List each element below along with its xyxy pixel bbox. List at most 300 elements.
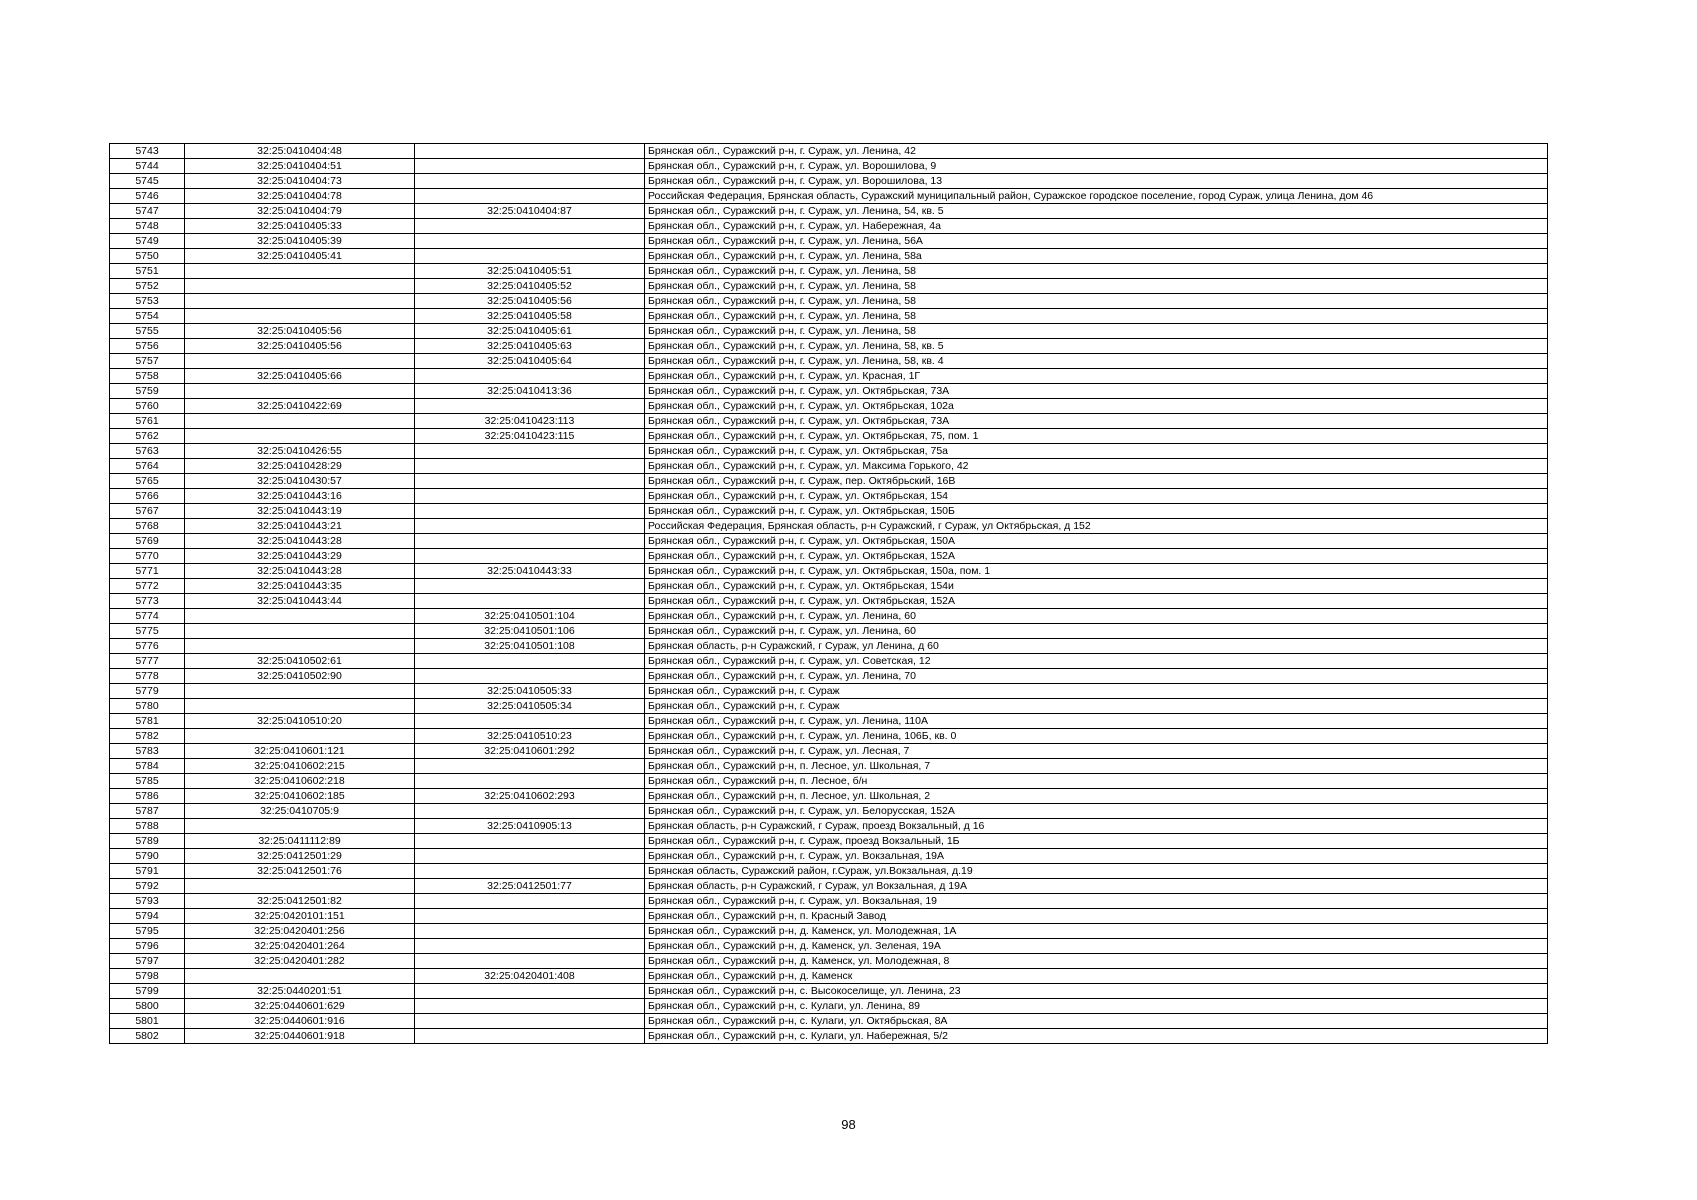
land-cadastral-number-cell: 32:25:0412501:29 [185, 849, 415, 864]
table-row [110, 459, 1548, 474]
land-cadastral-number-cell: 32:25:0410443:19 [185, 504, 415, 519]
land-cadastral-number-cell: 32:25:0410426:55 [185, 444, 415, 459]
row-number-cell: 5757 [110, 354, 185, 369]
row-number-cell: 5752 [110, 279, 185, 294]
object-cadastral-number-cell [415, 759, 645, 774]
table-row [110, 519, 1548, 534]
land-cadastral-number-cell: 32:25:0440601:918 [185, 1029, 415, 1044]
table-row [110, 159, 1548, 174]
land-cadastral-number-cell [185, 639, 415, 654]
table-row [110, 534, 1548, 549]
table-row [110, 744, 1548, 759]
object-cadastral-number-cell [415, 489, 645, 504]
row-number-cell: 5787 [110, 804, 185, 819]
row-number-cell: 5746 [110, 189, 185, 204]
row-number-cell: 5784 [110, 759, 185, 774]
address-cell: Брянская обл., Суражский р-н, г. Сураж, ул. Советская, 12 [645, 654, 1548, 669]
table-row [110, 984, 1548, 999]
row-number-cell: 5751 [110, 264, 185, 279]
object-cadastral-number-cell: 32:25:0410510:23 [415, 729, 645, 744]
address-cell: Брянская обл., Суражский р-н, г. Сураж, ул. Октябрьская, 150А [645, 534, 1548, 549]
object-cadastral-number-cell [415, 369, 645, 384]
address-cell: Брянская обл., Суражский р-н, г. Сураж, ул. Октябрьская, 152А [645, 549, 1548, 564]
land-cadastral-number-cell: 32:25:0420401:256 [185, 924, 415, 939]
row-number-cell: 5790 [110, 849, 185, 864]
row-number-cell: 5744 [110, 159, 185, 174]
land-cadastral-number-cell [185, 609, 415, 624]
address-cell: Брянская обл., Суражский р-н, с. Кулаги, ул. Ленина, 89 [645, 999, 1548, 1014]
table-row [110, 399, 1548, 414]
address-cell: Брянская обл., Суражский р-н, г. Сураж, ул. Ленина, 54, кв. 5 [645, 204, 1548, 219]
object-cadastral-number-cell [415, 249, 645, 264]
row-number-cell: 5788 [110, 819, 185, 834]
address-cell: Брянская обл., Суражский р-н, г. Сураж, пер. Октябрьский, 16В [645, 474, 1548, 489]
row-number-cell: 5764 [110, 459, 185, 474]
address-cell: Брянская обл., Суражский р-н, г. Сураж, ул. Октябрьская, 154 [645, 489, 1548, 504]
table-row [110, 714, 1548, 729]
address-cell: Российская Федерация, Брянская область, р-н Суражский, г Сураж, ул Октябрьская, д 152 [645, 519, 1548, 534]
address-cell: Брянская обл., Суражский р-н, д. Каменск, ул. Зеленая, 19А [645, 939, 1548, 954]
row-number-cell: 5768 [110, 519, 185, 534]
address-cell: Брянская обл., Суражский р-н, г. Сураж, ул. Лесная, 7 [645, 744, 1548, 759]
row-number-cell: 5743 [110, 144, 185, 159]
land-cadastral-number-cell: 32:25:0410602:185 [185, 789, 415, 804]
object-cadastral-number-cell [415, 444, 645, 459]
address-cell: Брянская обл., Суражский р-н, г. Сураж, проезд Вокзальный, 1Б [645, 834, 1548, 849]
address-cell: Брянская обл., Суражский р-н, г. Сураж, ул. Белорусская, 152А [645, 804, 1548, 819]
table-body [110, 144, 1548, 1044]
row-number-cell: 5793 [110, 894, 185, 909]
land-cadastral-number-cell: 32:25:0410443:21 [185, 519, 415, 534]
table-row [110, 324, 1548, 339]
table-row [110, 189, 1548, 204]
row-number-cell: 5759 [110, 384, 185, 399]
land-cadastral-number-cell [185, 354, 415, 369]
object-cadastral-number-cell: 32:25:0410905:13 [415, 819, 645, 834]
row-number-cell: 5797 [110, 954, 185, 969]
table-row [110, 474, 1548, 489]
address-cell: Брянская область, р-н Суражский, г Сураж, ул Ленина, д 60 [645, 639, 1548, 654]
row-number-cell: 5758 [110, 369, 185, 384]
object-cadastral-number-cell [415, 924, 645, 939]
row-number-cell: 5796 [110, 939, 185, 954]
row-number-cell: 5789 [110, 834, 185, 849]
object-cadastral-number-cell: 32:25:0410423:115 [415, 429, 645, 444]
table-row [110, 654, 1548, 669]
table-row [110, 699, 1548, 714]
address-cell: Брянская обл., Суражский р-н, г. Сураж, ул. Октябрьская, 73А [645, 414, 1548, 429]
row-number-cell: 5778 [110, 669, 185, 684]
table-row [110, 729, 1548, 744]
table-row [110, 774, 1548, 789]
land-cadastral-number-cell: 32:25:0420101:151 [185, 909, 415, 924]
table-row [110, 384, 1548, 399]
table-row [110, 414, 1548, 429]
object-cadastral-number-cell [415, 1014, 645, 1029]
table-row [110, 879, 1548, 894]
land-cadastral-number-cell: 32:25:0410443:28 [185, 534, 415, 549]
land-cadastral-number-cell [185, 384, 415, 399]
address-cell: Брянская обл., Суражский р-н, г. Сураж, ул. Ленина, 42 [645, 144, 1548, 159]
row-number-cell: 5781 [110, 714, 185, 729]
cadastral-table [109, 143, 1548, 1044]
row-number-cell: 5763 [110, 444, 185, 459]
table-row [110, 1029, 1548, 1044]
object-cadastral-number-cell [415, 399, 645, 414]
row-number-cell: 5760 [110, 399, 185, 414]
object-cadastral-number-cell [415, 189, 645, 204]
object-cadastral-number-cell [415, 774, 645, 789]
table-row [110, 429, 1548, 444]
table-row [110, 234, 1548, 249]
object-cadastral-number-cell [415, 504, 645, 519]
address-cell: Брянская обл., Суражский р-н, г. Сураж [645, 684, 1548, 699]
object-cadastral-number-cell: 32:25:0410505:33 [415, 684, 645, 699]
object-cadastral-number-cell [415, 534, 645, 549]
table-row [110, 594, 1548, 609]
row-number-cell: 5770 [110, 549, 185, 564]
address-cell: Брянская обл., Суражский р-н, г. Сураж, ул. Красная, 1Г [645, 369, 1548, 384]
address-cell: Брянская область, р-н Суражский, г Сураж, проезд Вокзальный, д 16 [645, 819, 1548, 834]
row-number-cell: 5776 [110, 639, 185, 654]
table-row [110, 444, 1548, 459]
row-number-cell: 5794 [110, 909, 185, 924]
table-row [110, 549, 1548, 564]
object-cadastral-number-cell [415, 219, 645, 234]
row-number-cell: 5771 [110, 564, 185, 579]
table-row [110, 789, 1548, 804]
object-cadastral-number-cell: 32:25:0410405:61 [415, 324, 645, 339]
land-cadastral-number-cell: 32:25:0410430:57 [185, 474, 415, 489]
table-row [110, 954, 1548, 969]
table-row [110, 999, 1548, 1014]
address-cell: Брянская обл., Суражский р-н, г. Сураж, ул. Ленина, 58 [645, 279, 1548, 294]
address-cell: Брянская обл., Суражский р-н, г. Сураж, ул. Максима Горького, 42 [645, 459, 1548, 474]
row-number-cell: 5782 [110, 729, 185, 744]
table-row [110, 279, 1548, 294]
land-cadastral-number-cell: 32:25:0410502:61 [185, 654, 415, 669]
row-number-cell: 5775 [110, 624, 185, 639]
table-row [110, 834, 1548, 849]
row-number-cell: 5769 [110, 534, 185, 549]
address-cell: Брянская область, Суражский район, г.Сураж, ул.Вокзальная, д.19 [645, 864, 1548, 879]
address-cell: Брянская обл., Суражский р-н, п. Лесное, ул. Школьная, 7 [645, 759, 1548, 774]
object-cadastral-number-cell [415, 954, 645, 969]
land-cadastral-number-cell: 32:25:0410428:29 [185, 459, 415, 474]
land-cadastral-number-cell [185, 879, 415, 894]
row-number-cell: 5786 [110, 789, 185, 804]
row-number-cell: 5774 [110, 609, 185, 624]
land-cadastral-number-cell: 32:25:0410404:79 [185, 204, 415, 219]
object-cadastral-number-cell: 32:25:0410443:33 [415, 564, 645, 579]
row-number-cell: 5748 [110, 219, 185, 234]
land-cadastral-number-cell [185, 684, 415, 699]
row-number-cell: 5773 [110, 594, 185, 609]
land-cadastral-number-cell: 32:25:0410404:48 [185, 144, 415, 159]
address-cell: Брянская обл., Суражский р-н, г. Сураж, ул. Октябрьская, 150а, пом. 1 [645, 564, 1548, 579]
land-cadastral-number-cell: 32:25:0440601:916 [185, 1014, 415, 1029]
table-row [110, 174, 1548, 189]
land-cadastral-number-cell [185, 264, 415, 279]
address-cell: Российская Федерация, Брянская область, Суражский муниципальный район, Суражское городское поселение, город Сураж, улица Ленина, дом 46 [645, 189, 1548, 204]
object-cadastral-number-cell [415, 159, 645, 174]
address-cell: Брянская обл., Суражский р-н, г. Сураж, ул. Октябрьская, 152А [645, 594, 1548, 609]
object-cadastral-number-cell [415, 999, 645, 1014]
row-number-cell: 5800 [110, 999, 185, 1014]
land-cadastral-number-cell: 32:25:0410443:35 [185, 579, 415, 594]
object-cadastral-number-cell [415, 174, 645, 189]
land-cadastral-number-cell: 32:25:0410705:9 [185, 804, 415, 819]
table-row [110, 624, 1548, 639]
land-cadastral-number-cell: 32:25:0410404:73 [185, 174, 415, 189]
address-cell: Брянская обл., Суражский р-н, г. Сураж, ул. Октябрьская, 75а [645, 444, 1548, 459]
address-cell: Брянская обл., Суражский р-н, г. Сураж, ул. Набережная, 4а [645, 219, 1548, 234]
object-cadastral-number-cell [415, 594, 645, 609]
row-number-cell: 5777 [110, 654, 185, 669]
address-cell: Брянская обл., Суражский р-н, г. Сураж, ул. Ленина, 110А [645, 714, 1548, 729]
table-row [110, 804, 1548, 819]
table-row [110, 339, 1548, 354]
row-number-cell: 5799 [110, 984, 185, 999]
table-row [110, 579, 1548, 594]
object-cadastral-number-cell: 32:25:0410413:36 [415, 384, 645, 399]
row-number-cell: 5802 [110, 1029, 185, 1044]
object-cadastral-number-cell [415, 669, 645, 684]
table-row [110, 684, 1548, 699]
table-row [110, 939, 1548, 954]
object-cadastral-number-cell [415, 654, 645, 669]
address-cell: Брянская обл., Суражский р-н, д. Каменск, ул. Молодежная, 8 [645, 954, 1548, 969]
object-cadastral-number-cell [415, 714, 645, 729]
address-cell: Брянская обл., Суражский р-н, г. Сураж, ул. Ленина, 58а [645, 249, 1548, 264]
object-cadastral-number-cell [415, 459, 645, 474]
object-cadastral-number-cell [415, 849, 645, 864]
address-cell: Брянская обл., Суражский р-н, г. Сураж, ул. Ленина, 106Б, кв. 0 [645, 729, 1548, 744]
row-number-cell: 5785 [110, 774, 185, 789]
address-cell: Брянская обл., Суражский р-н, г. Сураж, ул. Октябрьская, 154и [645, 579, 1548, 594]
row-number-cell: 5779 [110, 684, 185, 699]
row-number-cell: 5765 [110, 474, 185, 489]
address-cell: Брянская обл., Суражский р-н, г. Сураж, ул. Ленина, 58 [645, 264, 1548, 279]
land-cadastral-number-cell: 32:25:0410443:29 [185, 549, 415, 564]
land-cadastral-number-cell: 32:25:0410601:121 [185, 744, 415, 759]
row-number-cell: 5791 [110, 864, 185, 879]
address-cell: Брянская обл., Суражский р-н, г. Сураж, ул. Ленина, 70 [645, 669, 1548, 684]
object-cadastral-number-cell [415, 579, 645, 594]
row-number-cell: 5766 [110, 489, 185, 504]
row-number-cell: 5801 [110, 1014, 185, 1029]
table-row [110, 504, 1548, 519]
land-cadastral-number-cell [185, 279, 415, 294]
table-row [110, 309, 1548, 324]
table-row [110, 369, 1548, 384]
object-cadastral-number-cell: 32:25:0410404:87 [415, 204, 645, 219]
object-cadastral-number-cell: 32:25:0410501:106 [415, 624, 645, 639]
land-cadastral-number-cell: 32:25:0410602:218 [185, 774, 415, 789]
address-cell: Брянская обл., Суражский р-н, г. Сураж, ул. Ленина, 60 [645, 609, 1548, 624]
land-cadastral-number-cell: 32:25:0410422:69 [185, 399, 415, 414]
land-cadastral-number-cell [185, 309, 415, 324]
object-cadastral-number-cell [415, 549, 645, 564]
land-cadastral-number-cell: 32:25:0440201:51 [185, 984, 415, 999]
object-cadastral-number-cell: 32:25:0410405:58 [415, 309, 645, 324]
land-cadastral-number-cell: 32:25:0410443:28 [185, 564, 415, 579]
land-cadastral-number-cell: 32:25:0410404:78 [185, 189, 415, 204]
table-row [110, 489, 1548, 504]
address-cell: Брянская обл., Суражский р-н, г. Сураж, ул. Ворошилова, 13 [645, 174, 1548, 189]
table-row [110, 144, 1548, 159]
object-cadastral-number-cell: 32:25:0410601:292 [415, 744, 645, 759]
row-number-cell: 5798 [110, 969, 185, 984]
table-row [110, 849, 1548, 864]
object-cadastral-number-cell [415, 909, 645, 924]
land-cadastral-number-cell: 32:25:0412501:76 [185, 864, 415, 879]
object-cadastral-number-cell [415, 984, 645, 999]
page-number: 98 [841, 1117, 856, 1132]
address-cell: Брянская обл., Суражский р-н, г. Сураж, ул. Ленина, 56А [645, 234, 1548, 249]
land-cadastral-number-cell: 32:25:0410405:33 [185, 219, 415, 234]
land-cadastral-number-cell: 32:25:0410443:44 [185, 594, 415, 609]
object-cadastral-number-cell: 32:25:0410505:34 [415, 699, 645, 714]
land-cadastral-number-cell: 32:25:0410405:56 [185, 339, 415, 354]
object-cadastral-number-cell: 32:25:0410405:63 [415, 339, 645, 354]
table-row [110, 864, 1548, 879]
object-cadastral-number-cell [415, 144, 645, 159]
table-row [110, 909, 1548, 924]
table-row [110, 924, 1548, 939]
table-row [110, 639, 1548, 654]
table-row [110, 894, 1548, 909]
address-cell: Брянская обл., Суражский р-н, с. Высокоселище, ул. Ленина, 23 [645, 984, 1548, 999]
address-cell: Брянская обл., Суражский р-н, г. Сураж, ул. Вокзальная, 19А [645, 849, 1548, 864]
table-row [110, 819, 1548, 834]
object-cadastral-number-cell [415, 1029, 645, 1044]
land-cadastral-number-cell: 32:25:0410405:41 [185, 249, 415, 264]
land-cadastral-number-cell: 32:25:0410404:51 [185, 159, 415, 174]
table-row [110, 609, 1548, 624]
address-cell: Брянская обл., Суражский р-н, г. Сураж [645, 699, 1548, 714]
address-cell: Брянская обл., Суражский р-н, г. Сураж, ул. Октябрьская, 150Б [645, 504, 1548, 519]
object-cadastral-number-cell: 32:25:0410405:56 [415, 294, 645, 309]
object-cadastral-number-cell: 32:25:0410501:104 [415, 609, 645, 624]
address-cell: Брянская обл., Суражский р-н, г. Сураж, ул. Октябрьская, 75, пом. 1 [645, 429, 1548, 444]
object-cadastral-number-cell: 32:25:0410405:52 [415, 279, 645, 294]
address-cell: Брянская обл., Суражский р-н, п. Лесное, б/н [645, 774, 1548, 789]
row-number-cell: 5795 [110, 924, 185, 939]
address-cell: Брянская обл., Суражский р-н, г. Сураж, ул. Ворошилова, 9 [645, 159, 1548, 174]
row-number-cell: 5750 [110, 249, 185, 264]
address-cell: Брянская обл., Суражский р-н, г. Сураж, ул. Октябрьская, 73А [645, 384, 1548, 399]
object-cadastral-number-cell [415, 864, 645, 879]
address-cell: Брянская обл., Суражский р-н, г. Сураж, ул. Октябрьская, 102а [645, 399, 1548, 414]
row-number-cell: 5745 [110, 174, 185, 189]
address-cell: Брянская обл., Суражский р-н, г. Сураж, ул. Вокзальная, 19 [645, 894, 1548, 909]
address-cell: Брянская обл., Суражский р-н, п. Лесное, ул. Школьная, 2 [645, 789, 1548, 804]
land-cadastral-number-cell [185, 294, 415, 309]
row-number-cell: 5761 [110, 414, 185, 429]
land-cadastral-number-cell [185, 699, 415, 714]
row-number-cell: 5753 [110, 294, 185, 309]
land-cadastral-number-cell [185, 414, 415, 429]
address-cell: Брянская обл., Суражский р-н, г. Сураж, ул. Ленина, 58 [645, 294, 1548, 309]
land-cadastral-number-cell: 32:25:0412501:82 [185, 894, 415, 909]
table-row [110, 249, 1548, 264]
table-row [110, 564, 1548, 579]
object-cadastral-number-cell [415, 234, 645, 249]
land-cadastral-number-cell: 32:25:0410405:39 [185, 234, 415, 249]
land-cadastral-number-cell [185, 819, 415, 834]
land-cadastral-number-cell: 32:25:0410443:16 [185, 489, 415, 504]
address-cell: Брянская обл., Суражский р-н, д. Каменск, ул. Молодежная, 1А [645, 924, 1548, 939]
land-cadastral-number-cell: 32:25:0420401:264 [185, 939, 415, 954]
object-cadastral-number-cell: 32:25:0410501:108 [415, 639, 645, 654]
object-cadastral-number-cell: 32:25:0410405:51 [415, 264, 645, 279]
object-cadastral-number-cell: 32:25:0412501:77 [415, 879, 645, 894]
row-number-cell: 5747 [110, 204, 185, 219]
address-cell: Брянская обл., Суражский р-н, г. Сураж, ул. Ленина, 58, кв. 4 [645, 354, 1548, 369]
land-cadastral-number-cell: 32:25:0410502:90 [185, 669, 415, 684]
table-row [110, 669, 1548, 684]
table-row [110, 204, 1548, 219]
address-cell: Брянская обл., Суражский р-н, д. Каменск [645, 969, 1548, 984]
land-cadastral-number-cell: 32:25:0410405:66 [185, 369, 415, 384]
object-cadastral-number-cell: 32:25:0410602:293 [415, 789, 645, 804]
object-cadastral-number-cell [415, 894, 645, 909]
row-number-cell: 5756 [110, 339, 185, 354]
row-number-cell: 5767 [110, 504, 185, 519]
row-number-cell: 5749 [110, 234, 185, 249]
table-row [110, 759, 1548, 774]
table-row [110, 294, 1548, 309]
land-cadastral-number-cell [185, 624, 415, 639]
land-cadastral-number-cell: 32:25:0420401:282 [185, 954, 415, 969]
row-number-cell: 5783 [110, 744, 185, 759]
object-cadastral-number-cell: 32:25:0420401:408 [415, 969, 645, 984]
object-cadastral-number-cell [415, 939, 645, 954]
object-cadastral-number-cell [415, 519, 645, 534]
address-cell: Брянская обл., Суражский р-н, г. Сураж, ул. Ленина, 58 [645, 309, 1548, 324]
object-cadastral-number-cell: 32:25:0410405:64 [415, 354, 645, 369]
object-cadastral-number-cell [415, 474, 645, 489]
address-cell: Брянская область, р-н Суражский, г Сураж, ул Вокзальная, д 19А [645, 879, 1548, 894]
object-cadastral-number-cell [415, 804, 645, 819]
row-number-cell: 5780 [110, 699, 185, 714]
table-row [110, 264, 1548, 279]
address-cell: Брянская обл., Суражский р-н, с. Кулаги, ул. Октябрьская, 8А [645, 1014, 1548, 1029]
land-cadastral-number-cell: 32:25:0410510:20 [185, 714, 415, 729]
land-cadastral-number-cell: 32:25:0410602:215 [185, 759, 415, 774]
land-cadastral-number-cell [185, 969, 415, 984]
row-number-cell: 5762 [110, 429, 185, 444]
table-row [110, 1014, 1548, 1029]
table-row [110, 969, 1548, 984]
object-cadastral-number-cell [415, 834, 645, 849]
land-cadastral-number-cell: 32:25:0411112:89 [185, 834, 415, 849]
table-row [110, 354, 1548, 369]
row-number-cell: 5792 [110, 879, 185, 894]
land-cadastral-number-cell [185, 729, 415, 744]
row-number-cell: 5754 [110, 309, 185, 324]
address-cell: Брянская обл., Суражский р-н, г. Сураж, ул. Ленина, 58, кв. 5 [645, 339, 1548, 354]
row-number-cell: 5772 [110, 579, 185, 594]
row-number-cell: 5755 [110, 324, 185, 339]
address-cell: Брянская обл., Суражский р-н, п. Красный Завод [645, 909, 1548, 924]
land-cadastral-number-cell [185, 429, 415, 444]
land-cadastral-number-cell: 32:25:0440601:629 [185, 999, 415, 1014]
land-cadastral-number-cell: 32:25:0410405:56 [185, 324, 415, 339]
address-cell: Брянская обл., Суражский р-н, с. Кулаги, ул. Набережная, 5/2 [645, 1029, 1548, 1044]
address-cell: Брянская обл., Суражский р-н, г. Сураж, ул. Ленина, 60 [645, 624, 1548, 639]
